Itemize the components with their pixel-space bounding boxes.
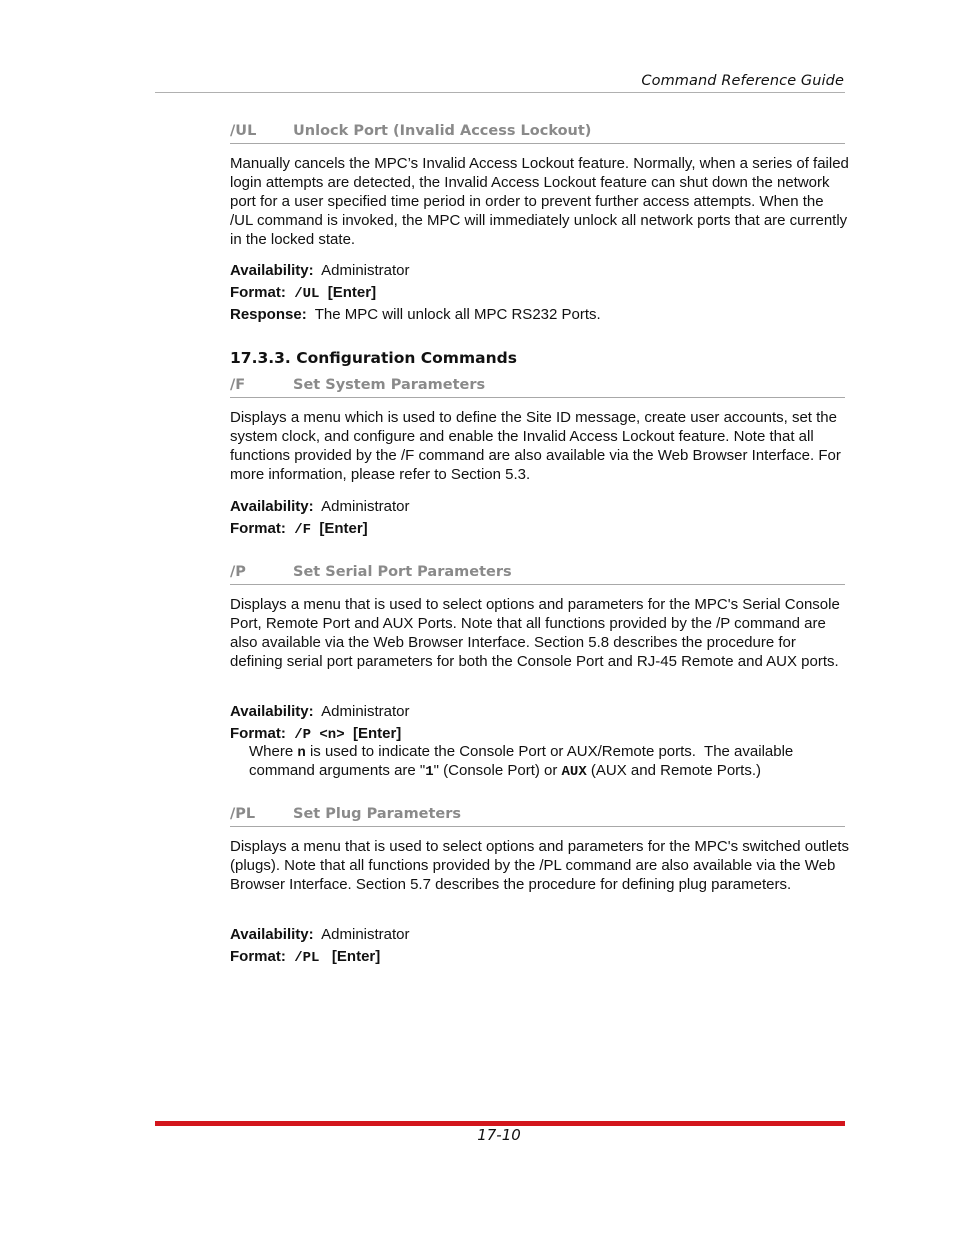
ul-command-name: Unlock Port (Invalid Access Lockout) <box>293 123 592 139</box>
p-format-label: Format: <box>230 725 286 742</box>
ul-response-label: Response: <box>230 306 307 323</box>
p-command-heading <box>230 564 845 585</box>
pl-command-heading <box>230 806 845 827</box>
f-availability <box>230 497 410 516</box>
pl-command-code: /PL <box>230 806 256 822</box>
p-availability <box>230 702 410 721</box>
f-format-label: Format: <box>230 520 286 537</box>
p-where-text-5: (AUX and Remote Ports.) <box>590 762 761 779</box>
p-where-text-4: " (Console Port) or <box>433 762 558 779</box>
p-command-name: Set Serial Port Parameters <box>293 564 512 580</box>
p-description: Displays a menu that is used to select options and parameters for the MPC's Serial Console Port, Remote Port and AUX Ports. Note that all functions provided by the /P command are also available via the Web Browser Interface. Section 5.8 describes the procedure for defining serial port parameters for both the Console Port and RJ-45 Remote and AUX ports. <box>230 596 840 670</box>
ul-command-heading <box>230 123 845 144</box>
p-format-enter: [Enter] <box>352 725 402 742</box>
ul-availability <box>230 261 410 280</box>
f-format-enter: [Enter] <box>319 520 368 537</box>
ul-availability-label: Availability: <box>230 262 314 279</box>
pl-command-name: Set Plug Parameters <box>293 806 462 822</box>
header-title: Command Reference Guide <box>641 73 844 89</box>
p-command-code: /P <box>230 564 246 580</box>
pl-availability-label: Availability: <box>230 926 314 943</box>
ul-format-enter: [Enter] <box>327 284 377 301</box>
p-where-arg-aux: AUX <box>561 764 587 780</box>
ul-response <box>230 305 601 324</box>
f-availability-label: Availability: <box>230 498 314 515</box>
p-where-text-2: is used to indicate the Console Port or AUX/Remote ports. The available <box>309 743 794 760</box>
ul-format <box>230 283 376 304</box>
ul-command-code: /UL <box>230 123 257 139</box>
f-format <box>230 519 368 540</box>
p-where-line-2 <box>249 761 761 782</box>
pl-description: Displays a menu that is used to select options and parameters for the MPC's switched outlets (plugs). Note that all functions provided by the /PL command are also available via the Web Browser Interface. Section 5.7 describes the procedure for defining plug parameters. <box>230 838 849 893</box>
pl-availability-value: Administrator <box>321 926 410 943</box>
pl-availability <box>230 925 410 944</box>
p-where-text-3: command arguments are " <box>249 762 426 779</box>
ul-description: Manually cancels the MPC’s Invalid Access Lockout feature. Normally, when a series of failed login attempts are detected, the Invalid Access Lockout feature can shut down the network port for a user specified time period in order to prevent further access attempts. When the /UL command is invoked, the MPC will immediately unlock all network ports that are currently in the locked state. <box>230 155 849 248</box>
f-command-code: /F <box>230 377 246 393</box>
ul-availability-value: Administrator <box>321 262 410 279</box>
p-where-arg-n: n <box>297 745 306 761</box>
f-description: Displays a menu which is used to define the Site ID message, create user accounts, set the system clock, and configure and enable the Invalid Access Lockout feature. Note that all functions provided by the /F command are also available via the Web Browser Interface. For more information, please refer to Section 5.3. <box>230 409 841 483</box>
pl-format-label: Format: <box>230 948 286 965</box>
configuration-commands-heading: 17.3.3. Configuration Commands <box>230 349 517 367</box>
f-format-command: /F <box>294 522 311 538</box>
f-command-name: Set System Parameters <box>293 377 486 393</box>
f-availability-value: Administrator <box>321 498 410 515</box>
p-availability-label: Availability: <box>230 703 314 720</box>
p-where-text: Where <box>249 743 294 760</box>
pl-format <box>230 947 380 968</box>
p-availability-value: Administrator <box>321 703 410 720</box>
p-where-line-1 <box>249 742 793 763</box>
pl-format-command: /PL <box>294 950 320 966</box>
ul-response-value: The MPC will unlock all MPC RS232 Ports. <box>314 306 601 323</box>
p-where-arg-1: 1 <box>425 764 434 780</box>
ul-format-command: /UL <box>294 286 320 302</box>
p-format-command: /P <n> <box>294 727 345 743</box>
ul-format-label: Format: <box>230 284 286 301</box>
page-number: 17-10 <box>477 1126 521 1144</box>
f-command-heading <box>230 377 845 398</box>
pl-format-enter: [Enter] <box>331 948 381 965</box>
header-divider <box>155 92 845 93</box>
